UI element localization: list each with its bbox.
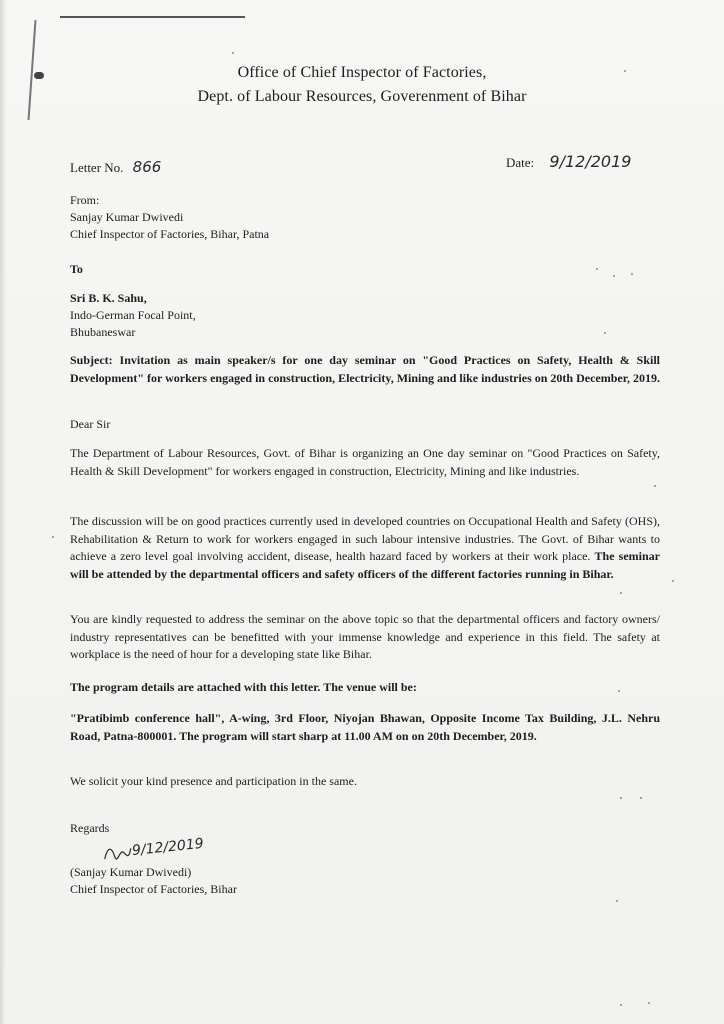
left-edge-shadow	[0, 0, 6, 1024]
scan-speck	[620, 797, 622, 799]
closing-paragraph: We solicit your kind presence and participation in the same.	[70, 774, 357, 788]
from-name: Sanjay Kumar Dwivedi	[70, 210, 184, 224]
signature-date: 9/12/2019	[131, 835, 205, 860]
recipient-name: Sri B. K. Sahu,	[70, 291, 147, 305]
from-title: Chief Inspector of Factories, Bihar, Patna	[70, 227, 270, 241]
date-label: Date:	[506, 155, 535, 170]
office-title: Office of Chief Inspector of Factories,	[237, 64, 487, 81]
scan-speck	[648, 1002, 650, 1004]
venue-details: "Pratibimb conference hall", A-wing, 3rd Floor, Niyojan Bhawan, Opposite Income Tax Building, J.L. Nehru Road, Patna-800001. The program will start sharp at 11.00 AM on on 20th December, 2019.	[70, 711, 660, 743]
letter-number-row	[70, 158, 161, 176]
date-row	[506, 152, 631, 171]
scan-speck	[618, 690, 620, 692]
to-block	[70, 290, 196, 341]
signatory-title: Chief Inspector of Factories, Bihar	[70, 882, 237, 896]
from-block	[70, 192, 269, 243]
scan-speck	[616, 900, 618, 902]
scan-speck	[620, 1004, 622, 1006]
scan-speck	[672, 580, 674, 582]
scan-speck	[604, 332, 606, 334]
scan-speck	[631, 273, 633, 275]
signature	[101, 835, 204, 864]
regards: Regards	[70, 821, 110, 835]
scan-speck	[620, 592, 622, 594]
body-paragraph-3: You are kindly requested to address the seminar on the above topic so that the departmental officers and factory owners/ industry representatives can be benefitted with your immense knowledge and experience in this field. The safety at workplace is the need of hour for a developing state like Bihar.	[70, 612, 660, 661]
body-paragraph-1: The Department of Labour Resources, Govt. of Bihar is organizing an One day seminar on "Good Practices on Safety, Health & Skill Development" for workers engaged in construction, Electricity, Mining and like industries.	[70, 446, 660, 478]
letter-number-label: Letter No.	[70, 160, 124, 175]
signature-scribble	[101, 842, 133, 863]
scan-speck	[654, 485, 656, 487]
body-paragraph-2-bold: The seminar will be attended by the departmental officers and safety officers of the different factories running in Bihar.	[70, 549, 660, 581]
scan-speck	[596, 268, 598, 270]
body-paragraph-2	[70, 513, 660, 583]
scan-speck	[624, 70, 626, 72]
scan-speck	[613, 275, 615, 277]
subject: Subject: Invitation as main speaker/s for one day seminar on "Good Practices on Safety, Health & Skill Development" for workers engaged in construction, Electricity, Mining and like industries on 20th December, 2019.	[70, 353, 660, 385]
letter-number-value: 866	[132, 158, 162, 176]
to-label: To	[70, 262, 83, 276]
salutation: Dear Sir	[70, 417, 111, 431]
body-paragraph-2-text: The discussion will be on good practices currently used in developed countries on Occupational Health and Safety (OHS), Rehabilitation & Return to work for workers engaged in such labour intensive industries. The Govt. of Bihar wants to achieve a zero level goal involving accident, disease, health hazard faced by workers at their work place.	[70, 514, 660, 563]
date-value: 9/12/2019	[549, 152, 632, 171]
recipient-line1: Indo-German Focal Point,	[70, 308, 196, 322]
scan-speck	[232, 52, 234, 54]
scan-speck	[52, 536, 54, 538]
recipient-line2: Bhubaneswar	[70, 325, 136, 339]
scan-speck	[640, 797, 642, 799]
program-details: The program details are attached with this letter. The venue will be:	[70, 680, 417, 694]
signatory-block	[70, 864, 237, 898]
from-label: From:	[70, 193, 100, 207]
top-scan-line	[60, 16, 245, 18]
signatory-name: (Sanjay Kumar Dwivedi)	[70, 865, 192, 879]
department-title: Dept. of Labour Resources, Goverenment of Bihar	[197, 88, 527, 105]
